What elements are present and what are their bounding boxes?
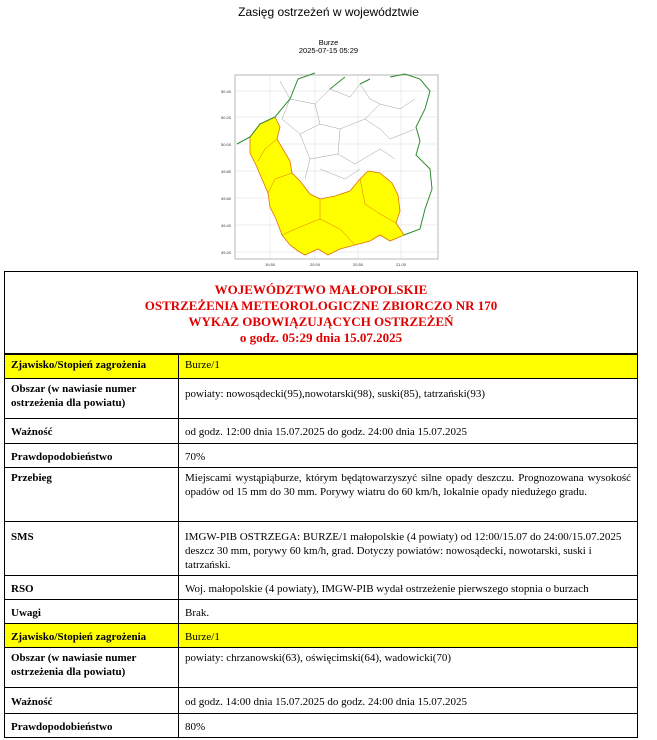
row-value: 80% (179, 714, 638, 738)
row-label: RSO (5, 576, 179, 600)
row-value: Burze/1 (179, 624, 638, 648)
page-title: Zasięg ostrzeżeń w województwie (238, 5, 419, 19)
header-timestamp: o godz. 05:29 dnia 15.07.2025 (239, 330, 403, 345)
map-lon-labels (265, 262, 407, 267)
row-value: Miejscami wystąpiąburze, którym będątowarzyszyć silne opady deszczu. Prognozowana wysokość opadów od 15 mm do 30 mm. Porywy wiatru do 60 km/h, lokalnie opady niedużego gradu. (179, 468, 638, 522)
lat-label: 50.20 (221, 115, 232, 120)
map-caption-phenomenon: Burze (318, 38, 339, 47)
table-row (5, 576, 638, 600)
table-row (5, 444, 638, 468)
row-value: od godz. 12:00 dnia 15.07.2025 do godz. 24:00 dnia 15.07.2025 (179, 419, 638, 444)
row-value: od godz. 14:00 dnia 15.07.2025 do godz. 24:00 dnia 15.07.2025 (179, 688, 638, 714)
lat-label: 49.40 (221, 223, 232, 228)
row-label: Zjawisko/Stopień zagrożenia (5, 624, 179, 648)
table-row (5, 522, 638, 576)
table-row (5, 600, 638, 624)
row-value: 70% (179, 444, 638, 468)
row-value: Woj. małopolskie (4 powiaty), IMGW-PIB wydał ostrzeżenie pierwszego stopnia o burzach (179, 576, 638, 600)
lat-label: 50.40 (221, 89, 232, 94)
row-value: IMGW-PIB OSTRZEGA: BURZE/1 małopolskie (4 powiaty) od 12:00/15.07 do 24:00/15.07.2025 deszcz 30 mm, porywy 60 km/h, grad. Dotyczy powiatów: nowosądecki, nowotarski, suski i tatrzański. (179, 522, 638, 576)
table-row (5, 714, 638, 738)
row-label: Zjawisko/Stopień zagrożenia (5, 355, 179, 379)
warning-map (220, 69, 440, 269)
map-caption-datetime: 2025-07-15 05:29 (298, 46, 359, 55)
header-bulletin-number: OSTRZEŻENIA METEOROLOGICZNE ZBIORCZO NR 170 (144, 298, 498, 313)
lon-label: 19.50 (264, 262, 276, 267)
table-row (5, 379, 638, 419)
row-label: Uwagi (5, 600, 179, 624)
row-value: Brak. (179, 600, 638, 624)
row-label: Prawdopodobieństwo (5, 444, 179, 468)
lat-label: 50.00 (221, 142, 232, 147)
lat-label: 49.20 (221, 250, 232, 255)
row-label: SMS (5, 522, 179, 576)
row-label: Obszar (w nawiasie numer ostrzeżenia dla powiatu) (5, 648, 179, 688)
header-list-title: WYKAZ OBOWIĄZUJĄCYCH OSTRZEŻEŃ (188, 314, 454, 329)
row-label: Obszar (w nawiasie numer ostrzeżenia dla powiatu) (5, 379, 179, 419)
row-value: powiaty: nowosądecki(95),nowotarski(98), suski(85), tatrzański(93) (179, 379, 638, 419)
row-label: Przebieg (5, 468, 179, 522)
table-row (5, 355, 638, 379)
table-row (5, 468, 638, 522)
row-label: Ważność (5, 419, 179, 444)
row-value: powiaty: chrzanowski(63), oświęcimski(64), wadowicki(70) (179, 648, 638, 688)
header-voivodeship: WOJEWÓDZTWO MAŁOPOLSKIE (214, 282, 428, 297)
warnings-table (4, 354, 638, 738)
lat-label: 49.60 (221, 196, 232, 201)
row-label: Ważność (5, 688, 179, 714)
table-row (5, 648, 638, 688)
map-lat-labels (221, 89, 232, 255)
table-row (5, 688, 638, 714)
lon-label: 20.50 (352, 262, 364, 267)
warnings-header (4, 271, 638, 354)
table-row (5, 624, 638, 648)
table-row (5, 419, 638, 444)
row-value: Burze/1 (179, 355, 638, 379)
lon-label: 21.00 (395, 262, 407, 267)
row-label: Prawdopodobieństwo (5, 714, 179, 738)
lon-label: 20.00 (309, 262, 321, 267)
lat-label: 49.80 (221, 169, 232, 174)
